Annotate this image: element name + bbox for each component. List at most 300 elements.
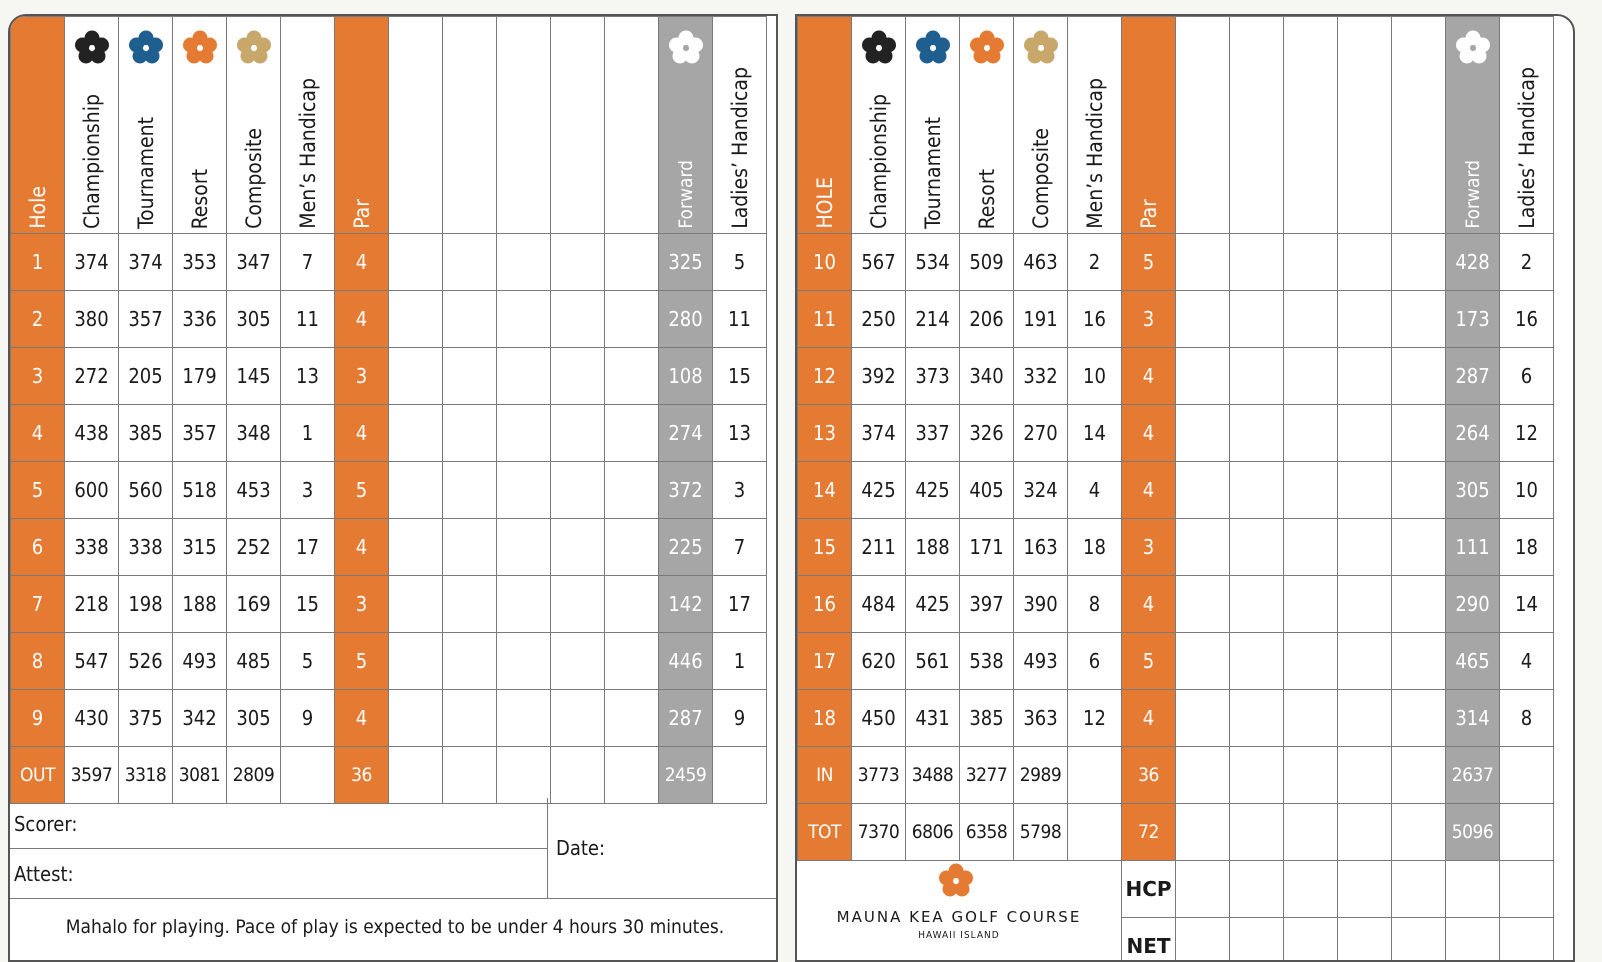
hole-row (798, 519, 1554, 576)
forward-yards: 428 (1446, 234, 1500, 291)
composite-yards: 348 (227, 405, 281, 462)
score-cell-4[interactable] (1338, 690, 1392, 747)
score-cell-3[interactable] (497, 405, 551, 462)
attest-line[interactable] (10, 848, 547, 898)
score-cell-1[interactable] (1176, 234, 1230, 291)
score-cell-5[interactable] (1392, 234, 1446, 291)
score-cell-1[interactable] (1176, 576, 1230, 633)
par: 36 (1122, 747, 1176, 804)
score-cell-4[interactable] (551, 576, 605, 633)
score-header-4 (551, 17, 605, 234)
tournament-yards: 431 (906, 690, 960, 747)
tournament-yards: 374 (119, 234, 173, 291)
score-cell-2[interactable] (1230, 690, 1284, 747)
entry-cell-7[interactable] (1500, 861, 1554, 918)
score-cell-1[interactable] (389, 462, 443, 519)
mens-handicap-header: Men’s Handicap (1068, 17, 1122, 234)
entry-cell-3[interactable] (1284, 918, 1338, 962)
score-cell-2[interactable] (443, 690, 497, 747)
flower-orange-icon (181, 29, 219, 67)
hole-row (11, 348, 767, 405)
score-cell-3[interactable] (497, 462, 551, 519)
score-cell-4[interactable] (1338, 747, 1392, 804)
score-cell-1[interactable] (1176, 747, 1230, 804)
mens-handicap: 5 (281, 633, 335, 690)
date-field[interactable] (547, 798, 778, 898)
tournament-yards: 534 (906, 234, 960, 291)
hole-row (11, 291, 767, 348)
score-cell-4[interactable] (1338, 633, 1392, 690)
ladies-handicap-header: Ladies’ Handicap (1500, 17, 1554, 234)
championship-yards: 600 (65, 462, 119, 519)
resort-yards: 179 (173, 348, 227, 405)
score-cell-3[interactable] (1284, 804, 1338, 861)
mens-handicap (1068, 747, 1122, 804)
score-cell-5[interactable] (605, 576, 659, 633)
score-header-2 (443, 17, 497, 234)
score-cell-4[interactable] (551, 690, 605, 747)
score-cell-3[interactable] (497, 291, 551, 348)
forward-header: Forward (1446, 17, 1500, 234)
score-cell-1[interactable] (1176, 519, 1230, 576)
score-cell-5[interactable] (1392, 348, 1446, 405)
tournament-yards: 425 (906, 576, 960, 633)
mens-handicap: 2 (1068, 234, 1122, 291)
forward-yards: 446 (659, 633, 713, 690)
composite-yards: 390 (1014, 576, 1068, 633)
mens-handicap-header: Men’s Handicap (281, 17, 335, 234)
score-cell-5[interactable] (1392, 519, 1446, 576)
hole-row (11, 576, 767, 633)
ladies-handicap-header: Ladies’ Handicap (713, 17, 767, 234)
championship-yards: 620 (852, 633, 906, 690)
entry-cell-5[interactable] (1392, 861, 1446, 918)
front-nine-card (8, 14, 778, 962)
par: 4 (1122, 690, 1176, 747)
score-cell-4[interactable] (551, 462, 605, 519)
composite-yards: 324 (1014, 462, 1068, 519)
tournament-yards: 205 (119, 348, 173, 405)
championship-yards: 250 (852, 291, 906, 348)
mens-handicap: 10 (1068, 348, 1122, 405)
score-cell-2[interactable] (1230, 348, 1284, 405)
score-cell-1[interactable] (389, 747, 443, 804)
score-cell-2[interactable] (443, 747, 497, 804)
score-cell-3[interactable] (497, 690, 551, 747)
score-cell-4[interactable] (551, 747, 605, 804)
resort-yards: 188 (173, 576, 227, 633)
championship-yards: 3597 (65, 747, 119, 804)
score-cell-2[interactable] (1230, 291, 1284, 348)
score-cell-2[interactable] (443, 291, 497, 348)
ladies-handicap: 3 (713, 462, 767, 519)
score-cell-5[interactable] (605, 690, 659, 747)
hole-number: 7 (11, 576, 65, 633)
par: 4 (1122, 462, 1176, 519)
composite-yards: 2989 (1014, 747, 1068, 804)
ladies-handicap: 1 (713, 633, 767, 690)
hole-row (11, 690, 767, 747)
mens-handicap: 15 (281, 576, 335, 633)
hole-number: 4 (11, 405, 65, 462)
entry-cell-1[interactable] (1176, 918, 1230, 962)
score-cell-1[interactable] (389, 348, 443, 405)
front-nine-table (10, 16, 767, 804)
score-cell-5[interactable] (605, 234, 659, 291)
score-cell-1[interactable] (389, 405, 443, 462)
composite-yards: 485 (227, 633, 281, 690)
composite-yards: 163 (1014, 519, 1068, 576)
score-cell-4[interactable] (1338, 234, 1392, 291)
hole-row (798, 234, 1554, 291)
score-cell-3[interactable] (497, 234, 551, 291)
ladies-handicap: 10 (1500, 462, 1554, 519)
ladies-handicap (713, 747, 767, 804)
score-cell-2[interactable] (443, 462, 497, 519)
composite-header: Composite (227, 17, 281, 234)
hole-number: 17 (798, 633, 852, 690)
resort-yards: 397 (960, 576, 1014, 633)
score-cell-2[interactable] (1230, 405, 1284, 462)
forward-yards: 325 (659, 234, 713, 291)
score-cell-5[interactable] (605, 633, 659, 690)
tournament-yards: 526 (119, 633, 173, 690)
score-cell-3[interactable] (497, 576, 551, 633)
par: 5 (1122, 633, 1176, 690)
hole-number: 8 (11, 633, 65, 690)
score-cell-3[interactable] (1284, 576, 1338, 633)
entry-cell-2[interactable] (1230, 861, 1284, 918)
resort-yards: 340 (960, 348, 1014, 405)
brand-box (797, 848, 1121, 962)
score-cell-5[interactable] (1392, 576, 1446, 633)
entry-cell-1[interactable] (1176, 861, 1230, 918)
championship-yards: 338 (65, 519, 119, 576)
score-cell-5[interactable] (1392, 633, 1446, 690)
score-header-4 (1338, 17, 1392, 234)
ladies-handicap: 17 (713, 576, 767, 633)
score-cell-3[interactable] (1284, 234, 1338, 291)
entry-cell-2[interactable] (1230, 918, 1284, 962)
score-cell-1[interactable] (1176, 348, 1230, 405)
score-cell-4[interactable] (551, 633, 605, 690)
score-cell-4[interactable] (1338, 348, 1392, 405)
score-cell-3[interactable] (497, 747, 551, 804)
score-cell-5[interactable] (605, 348, 659, 405)
tournament-yards: 338 (119, 519, 173, 576)
hole-row (11, 234, 767, 291)
flower-white-icon (1454, 29, 1492, 67)
par: 4 (1122, 405, 1176, 462)
mens-handicap: 12 (1068, 690, 1122, 747)
score-cell-3[interactable] (1284, 747, 1338, 804)
ladies-handicap: 9 (713, 690, 767, 747)
score-cell-1[interactable] (1176, 405, 1230, 462)
ladies-handicap: 15 (713, 348, 767, 405)
championship-yards: 380 (65, 291, 119, 348)
forward-yards: 5096 (1446, 804, 1500, 861)
score-cell-2[interactable] (1230, 234, 1284, 291)
score-cell-4[interactable] (1338, 804, 1392, 861)
mens-handicap: 8 (1068, 576, 1122, 633)
score-cell-5[interactable] (1392, 690, 1446, 747)
flower-blue-icon (127, 29, 165, 67)
forward-yards: 314 (1446, 690, 1500, 747)
forward-yards: 287 (659, 690, 713, 747)
championship-yards: 450 (852, 690, 906, 747)
flower-orange-icon (968, 29, 1006, 67)
hole-row (11, 405, 767, 462)
composite-yards: 363 (1014, 690, 1068, 747)
tournament-yards: 337 (906, 405, 960, 462)
back-nine-table (797, 16, 1554, 962)
score-cell-3[interactable] (1284, 291, 1338, 348)
score-cell-1[interactable] (1176, 291, 1230, 348)
tournament-yards: 385 (119, 405, 173, 462)
par: 3 (1122, 291, 1176, 348)
mens-handicap (281, 747, 335, 804)
resort-yards: 336 (173, 291, 227, 348)
score-cell-2[interactable] (1230, 462, 1284, 519)
score-cell-3[interactable] (1284, 405, 1338, 462)
hole-row (798, 405, 1554, 462)
score-cell-1[interactable] (389, 633, 443, 690)
forward-yards: 274 (659, 405, 713, 462)
hole-number: 1 (11, 234, 65, 291)
tournament-yards: 3488 (906, 747, 960, 804)
entry-cell-4[interactable] (1338, 861, 1392, 918)
score-cell-5[interactable] (1392, 405, 1446, 462)
ladies-handicap: 7 (713, 519, 767, 576)
resort-yards: 6358 (960, 804, 1014, 861)
ladies-handicap (1500, 747, 1554, 804)
resort-header: Resort (173, 17, 227, 234)
scorer-label: Scorer: (14, 812, 78, 836)
forward-yards: 287 (1446, 348, 1500, 405)
resort-yards: 509 (960, 234, 1014, 291)
score-cell-2[interactable] (443, 234, 497, 291)
resort-yards: 3277 (960, 747, 1014, 804)
hole-row (11, 462, 767, 519)
ladies-handicap: 11 (713, 291, 767, 348)
entry-cell-6[interactable] (1446, 918, 1500, 962)
score-cell-3[interactable] (1284, 348, 1338, 405)
championship-yards: 484 (852, 576, 906, 633)
par: 4 (1122, 576, 1176, 633)
score-cell-5[interactable] (1392, 747, 1446, 804)
hole-number: TOT (798, 804, 852, 861)
score-cell-4[interactable] (551, 348, 605, 405)
score-cell-4[interactable] (551, 519, 605, 576)
mauna-kea-logo-icon (937, 862, 975, 900)
entry-cell-7[interactable] (1500, 918, 1554, 962)
score-cell-5[interactable] (605, 291, 659, 348)
championship-yards: 547 (65, 633, 119, 690)
score-cell-3[interactable] (1284, 519, 1338, 576)
score-cell-2[interactable] (443, 348, 497, 405)
score-cell-5[interactable] (1392, 291, 1446, 348)
score-cell-3[interactable] (1284, 633, 1338, 690)
entry-cell-6[interactable] (1446, 861, 1500, 918)
championship-yards: 374 (852, 405, 906, 462)
mens-handicap: 9 (281, 690, 335, 747)
hole-header: Hole (11, 17, 65, 234)
score-cell-1[interactable] (1176, 462, 1230, 519)
score-cell-1[interactable] (389, 291, 443, 348)
score-cell-3[interactable] (1284, 690, 1338, 747)
score-cell-1[interactable] (1176, 804, 1230, 861)
forward-yards: 305 (1446, 462, 1500, 519)
par: 4 (335, 234, 389, 291)
score-cell-2[interactable] (443, 576, 497, 633)
championship-yards: 374 (65, 234, 119, 291)
resort-header: Resort (960, 17, 1014, 234)
flower-gold-icon (1022, 29, 1060, 67)
score-cell-2[interactable] (443, 633, 497, 690)
score-cell-5[interactable] (605, 519, 659, 576)
score-cell-4[interactable] (1338, 291, 1392, 348)
championship-yards: 567 (852, 234, 906, 291)
championship-yards: 430 (65, 690, 119, 747)
ladies-handicap: 2 (1500, 234, 1554, 291)
composite-yards: 305 (227, 690, 281, 747)
resort-yards: 405 (960, 462, 1014, 519)
score-cell-3[interactable] (1284, 462, 1338, 519)
forward-yards: 372 (659, 462, 713, 519)
hole-number: 5 (11, 462, 65, 519)
hole-number: 6 (11, 519, 65, 576)
hole-number: 18 (798, 690, 852, 747)
resort-yards: 171 (960, 519, 1014, 576)
tournament-yards: 373 (906, 348, 960, 405)
score-cell-2[interactable] (1230, 519, 1284, 576)
championship-yards: 425 (852, 462, 906, 519)
hole-number: 11 (798, 291, 852, 348)
score-cell-5[interactable] (1392, 462, 1446, 519)
mens-handicap: 7 (281, 234, 335, 291)
hole-number: 16 (798, 576, 852, 633)
ladies-handicap: 8 (1500, 690, 1554, 747)
score-cell-3[interactable] (497, 348, 551, 405)
score-cell-1[interactable] (389, 234, 443, 291)
ladies-handicap (1500, 804, 1554, 861)
par-header: Par (1122, 17, 1176, 234)
par: 4 (335, 405, 389, 462)
score-cell-2[interactable] (1230, 747, 1284, 804)
resort-yards: 518 (173, 462, 227, 519)
forward-yards: 142 (659, 576, 713, 633)
ladies-handicap: 12 (1500, 405, 1554, 462)
score-cell-2[interactable] (443, 519, 497, 576)
hole-number: 14 (798, 462, 852, 519)
score-header-1 (389, 17, 443, 234)
score-cell-4[interactable] (1338, 405, 1392, 462)
mens-handicap: 11 (281, 291, 335, 348)
tournament-yards: 560 (119, 462, 173, 519)
par: 4 (335, 291, 389, 348)
score-cell-2[interactable] (443, 405, 497, 462)
back-nine-card (795, 14, 1575, 962)
resort-yards: 3081 (173, 747, 227, 804)
hole-number: 2 (11, 291, 65, 348)
flower-blue-icon (914, 29, 952, 67)
mens-handicap: 6 (1068, 633, 1122, 690)
hole-row (798, 348, 1554, 405)
resort-yards: 342 (173, 690, 227, 747)
score-cell-4[interactable] (551, 405, 605, 462)
score-cell-4[interactable] (1338, 519, 1392, 576)
hole-row (11, 519, 767, 576)
score-cell-1[interactable] (1176, 690, 1230, 747)
score-cell-5[interactable] (605, 462, 659, 519)
score-cell-5[interactable] (605, 747, 659, 804)
score-cell-1[interactable] (389, 519, 443, 576)
score-cell-5[interactable] (1392, 804, 1446, 861)
tournament-yards: 357 (119, 291, 173, 348)
out-total-row (11, 747, 767, 804)
score-cell-1[interactable] (389, 576, 443, 633)
mens-handicap: 1 (281, 405, 335, 462)
resort-yards: 493 (173, 633, 227, 690)
composite-yards: 270 (1014, 405, 1068, 462)
tournament-yards: 375 (119, 690, 173, 747)
mens-handicap: 18 (1068, 519, 1122, 576)
score-cell-2[interactable] (1230, 576, 1284, 633)
flower-black-icon (73, 29, 111, 67)
hole-number: 13 (798, 405, 852, 462)
score-cell-3[interactable] (497, 519, 551, 576)
score-cell-5[interactable] (605, 405, 659, 462)
score-cell-3[interactable] (497, 633, 551, 690)
score-cell-1[interactable] (1176, 633, 1230, 690)
score-header-2 (1230, 17, 1284, 234)
mens-handicap: 17 (281, 519, 335, 576)
hole-number: 12 (798, 348, 852, 405)
tournament-yards: 561 (906, 633, 960, 690)
tournament-header: Tournament (119, 17, 173, 234)
score-cell-4[interactable] (1338, 462, 1392, 519)
score-cell-4[interactable] (1338, 576, 1392, 633)
ladies-handicap: 5 (713, 234, 767, 291)
hole-row (798, 462, 1554, 519)
forward-yards: 173 (1446, 291, 1500, 348)
tournament-yards: 6806 (906, 804, 960, 861)
forward-yards: 290 (1446, 576, 1500, 633)
composite-header: Composite (1014, 17, 1068, 234)
mens-handicap: 14 (1068, 405, 1122, 462)
score-cell-4[interactable] (551, 291, 605, 348)
forward-yards: 465 (1446, 633, 1500, 690)
hole-row (798, 576, 1554, 633)
score-header-3 (1284, 17, 1338, 234)
hole-number: 3 (11, 348, 65, 405)
score-cell-1[interactable] (389, 690, 443, 747)
score-cell-2[interactable] (1230, 804, 1284, 861)
attest-label: Attest: (14, 862, 74, 886)
tournament-header: Tournament (906, 17, 960, 234)
championship-header: Championship (65, 17, 119, 234)
entry-cell-4[interactable] (1338, 918, 1392, 962)
entry-cell-3[interactable] (1284, 861, 1338, 918)
championship-header: Championship (852, 17, 906, 234)
par: 5 (335, 633, 389, 690)
forward-yards: 108 (659, 348, 713, 405)
tournament-yards: 3318 (119, 747, 173, 804)
hole-number: OUT (11, 747, 65, 804)
entry-cell-5[interactable] (1392, 918, 1446, 962)
score-cell-2[interactable] (1230, 633, 1284, 690)
score-cell-4[interactable] (551, 234, 605, 291)
